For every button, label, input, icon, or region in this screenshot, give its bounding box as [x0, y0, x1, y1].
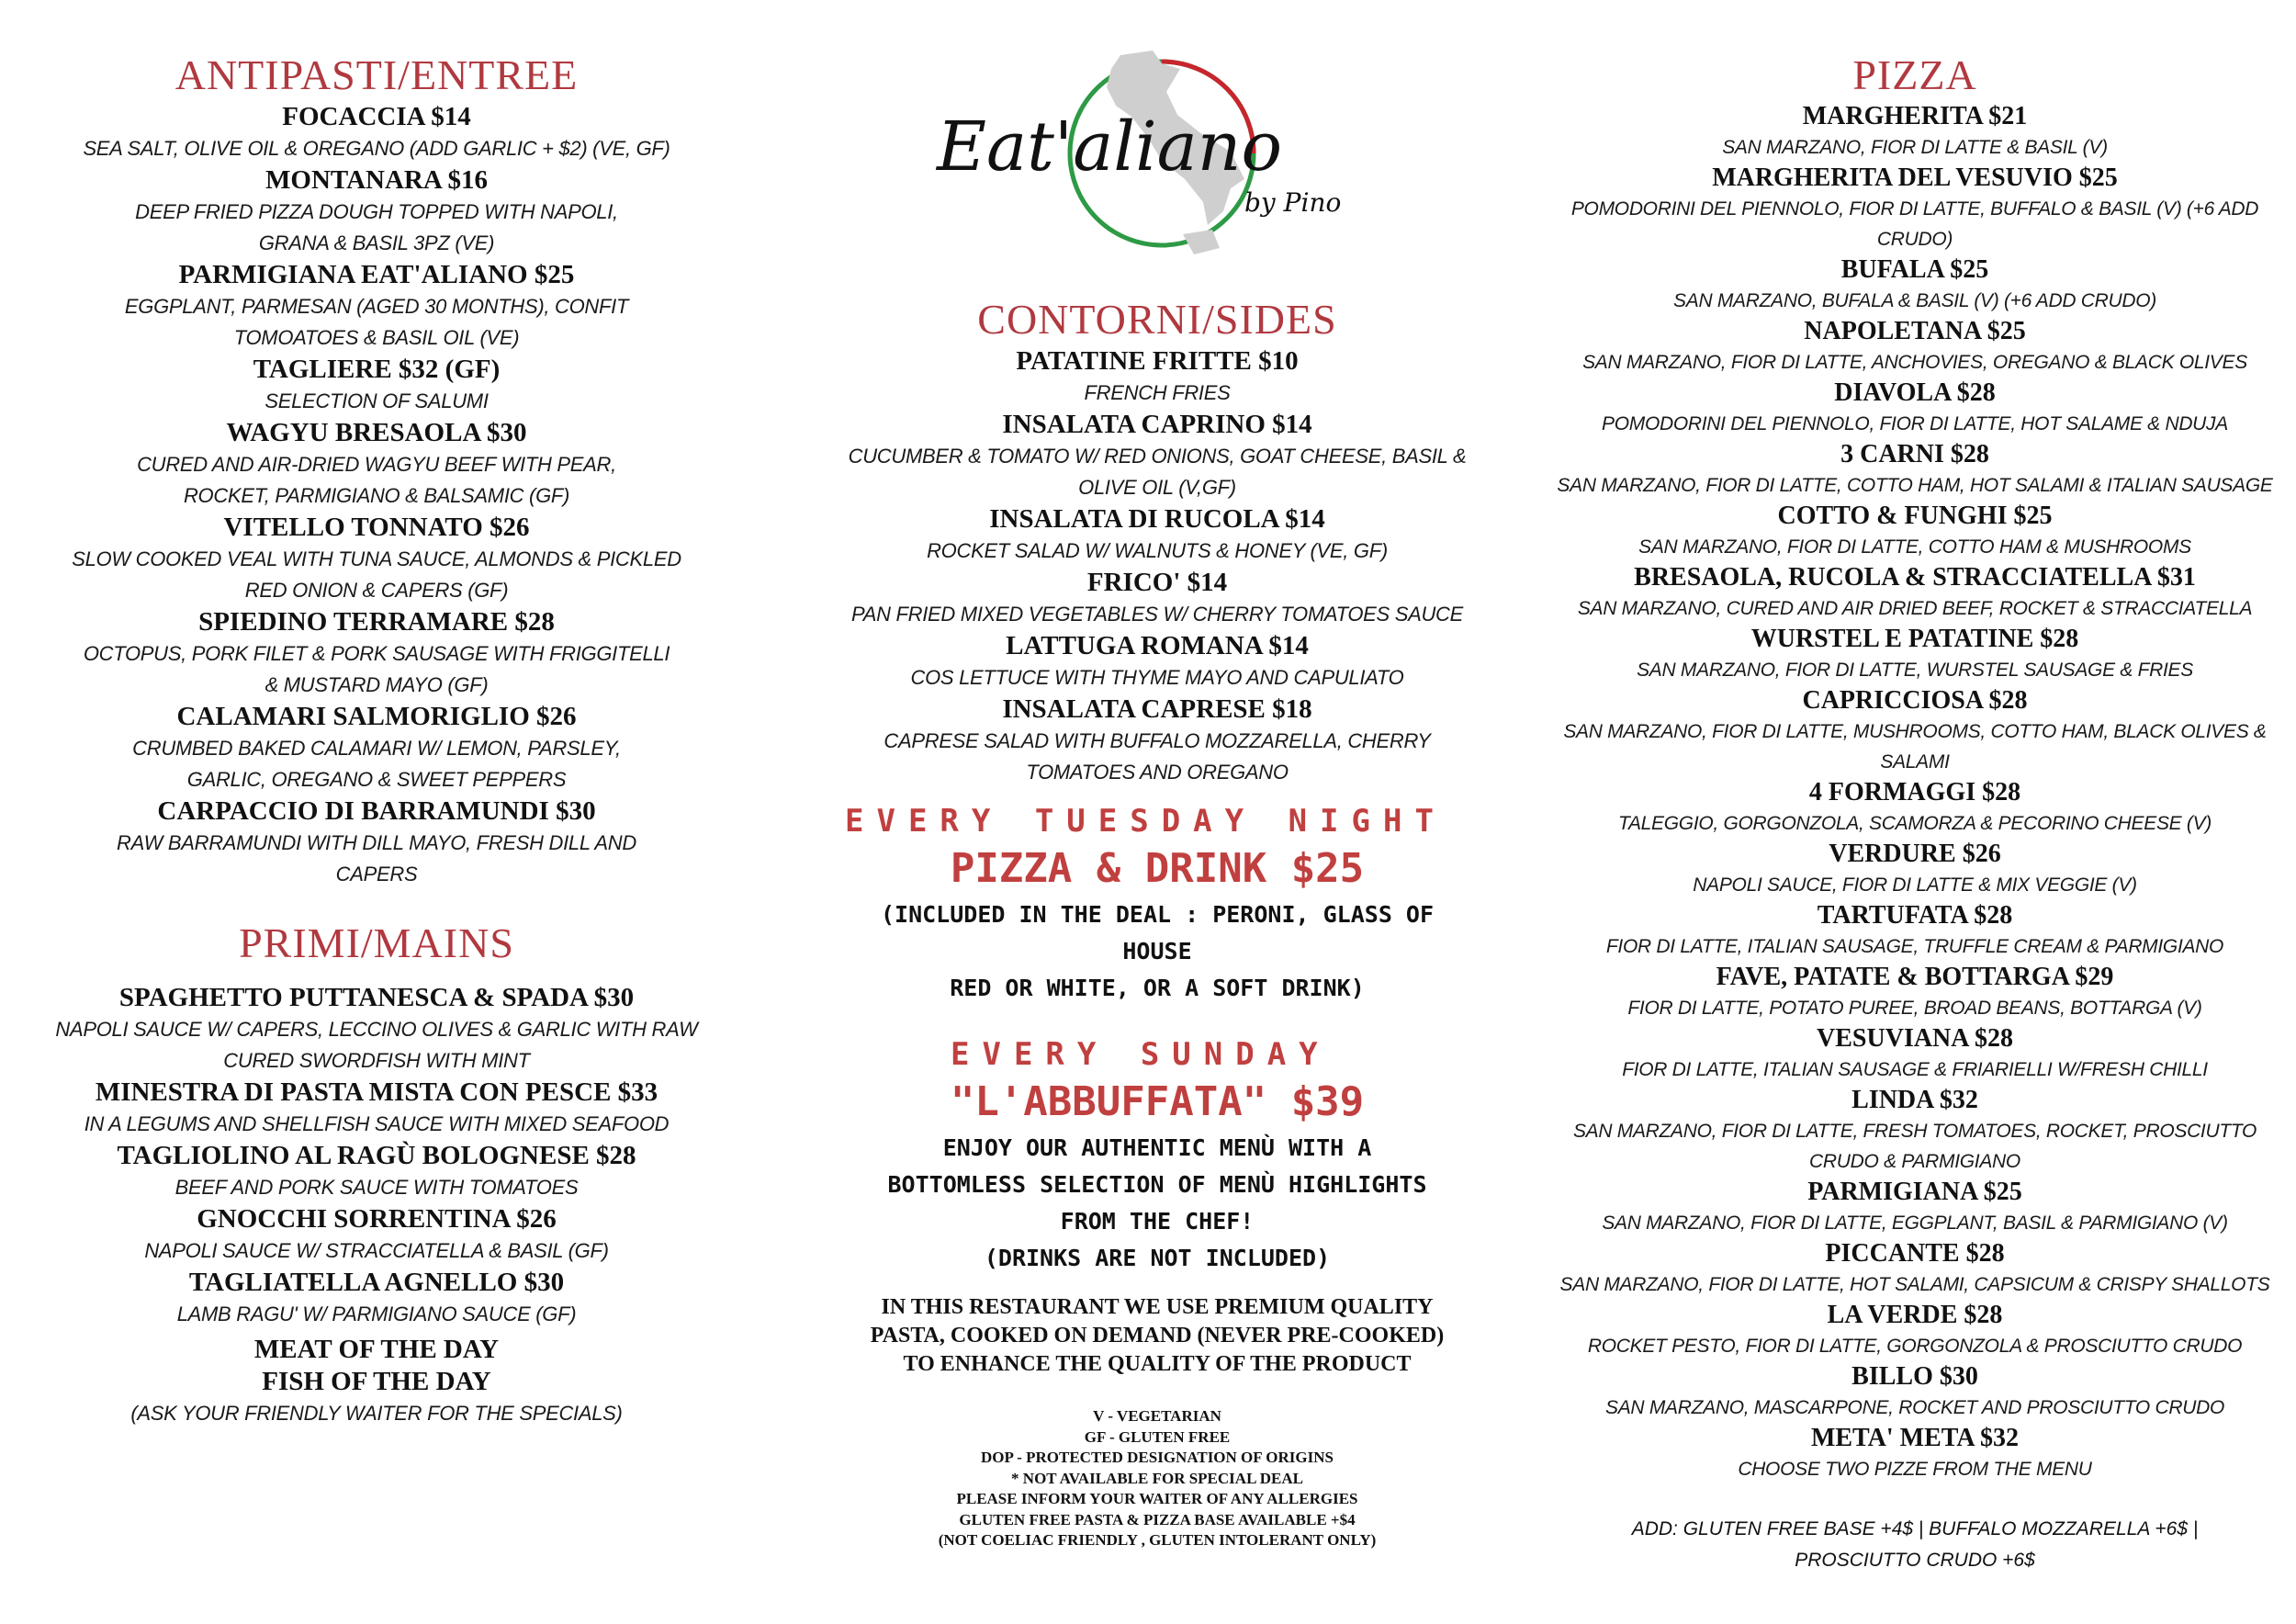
- contorni-item: [836, 409, 1479, 503]
- promo-tuesday-note-1: (INCLUDED IN THE DEAL : PERONI, GLASS OF: [880, 901, 1435, 928]
- antipasti-item-name: CALAMARI SALMORIGLIO $26: [176, 702, 577, 731]
- antipasti-title: ANTIPASTI/ENTREE: [174, 51, 579, 98]
- pizza-item-desc: SAN MARZANO, FIOR DI LATTE, COTTO HAM & MUSHROOMS: [1638, 536, 2191, 558]
- antipasti-item: [37, 417, 716, 512]
- contorni-item: [836, 345, 1479, 409]
- quality-notice: [836, 1293, 1479, 1379]
- pizza-item-desc: CRUDO): [1876, 229, 1953, 250]
- pizza-item-name: META' META $32: [1810, 1424, 2020, 1452]
- antipasti-item: [37, 259, 716, 354]
- primi-list: [37, 982, 716, 1330]
- contorni-item-name: INSALATA CAPRESE $18: [1002, 694, 1312, 724]
- pizza-item-name: BUFALA $25: [1840, 255, 1989, 284]
- legend-special-deal: * NOT AVAILABLE FOR SPECIAL DEAL: [1011, 1469, 1303, 1487]
- legend-vegetarian: V - VEGETARIAN: [1093, 1407, 1221, 1425]
- pizza-item-name: LINDA $32: [1851, 1086, 1978, 1114]
- promo-sunday-note-3: FROM THE CHEF!: [1060, 1208, 1255, 1235]
- pizza-item-desc: NAPOLI SAUCE, FIOR DI LATTE & MIX VEGGIE (V): [1693, 874, 2137, 896]
- pizza-item: [1543, 777, 2287, 839]
- contorni-item-name: INSALATA CAPRINO $14: [1002, 410, 1312, 439]
- pizza-item-name: VERDURE $26: [1829, 840, 2001, 868]
- contorni-item: [836, 630, 1479, 694]
- pizza-item-name: BILLO $30: [1851, 1362, 1978, 1391]
- primi-item-desc: LAMB RAGU' W/ PARMIGIANO SAUCE (GF): [176, 1303, 577, 1325]
- pizza-title: PIZZA: [1852, 51, 1977, 98]
- contorni-item-name: FRICO' $14: [1086, 568, 1228, 597]
- pizza-item-name: 4 FORMAGGI $28: [1808, 778, 2021, 806]
- antipasti-item-desc: RED ONION & CAPERS (GF): [244, 579, 509, 602]
- antipasti-item-desc: GRANA & BASIL 3PZ (VE): [258, 231, 495, 254]
- pizza-list: [1543, 101, 2287, 1484]
- pizza-addons: [1543, 1514, 2287, 1576]
- antipasti-item-name: FOCACCIA $14: [282, 102, 471, 131]
- antipasti-item-name: TAGLIERE $32 (GF): [253, 355, 501, 384]
- pizza-item: [1543, 624, 2287, 685]
- contorni-item-desc: ROCKET SALAD W/ WALNUTS & HONEY (VE, GF): [927, 539, 1388, 562]
- pizza-item-name: VESUVIANA $28: [1817, 1024, 2013, 1053]
- antipasti-item-desc: DEEP FRIED PIZZA DOUGH TOPPED WITH NAPOLI,: [135, 200, 618, 223]
- contorni-item-name: INSALATA DI RUCOLA $14: [989, 504, 1325, 534]
- primi-title: PRIMI/MAINS: [239, 919, 514, 966]
- antipasti-item-desc: CRUMBED BAKED CALAMARI W/ LEMON, PARSLEY,: [132, 737, 621, 760]
- pizza-item: [1543, 316, 2287, 378]
- antipasti-item-desc: SEA SALT, OLIVE OIL & OREGANO (ADD GARLIC + $2) (VE, GF): [83, 137, 670, 160]
- antipasti-item: [37, 101, 716, 164]
- primi-item-desc: IN A LEGUMS AND SHELLFISH SAUCE WITH MIXED SEAFOOD: [84, 1112, 670, 1135]
- primi-item: [37, 1140, 716, 1203]
- pizza-item-name: MARGHERITA $21: [1802, 102, 2028, 130]
- legend-gluten-free: GF - GLUTEN FREE: [1084, 1427, 1231, 1446]
- antipasti-item-name: CARPACCIO DI BARRAMUNDI $30: [157, 796, 596, 826]
- contorni-item-desc: PAN FRIED MIXED VEGETABLES W/ CHERRY TOMATOES SAUCE: [850, 603, 1463, 626]
- pizza-item-desc: FIOR DI LATTE, ITALIAN SAUSAGE & FRIARIELLI W/FRESH CHILLI: [1622, 1059, 2208, 1080]
- promo-sunday-price: "L'ABBUFFATA" $39: [950, 1078, 1365, 1125]
- brand-byline: by Pino: [1244, 187, 1342, 218]
- contorni-item-name: PATATINE FRITTE $10: [1016, 346, 1299, 376]
- pizza-item-name: TARTUFATA $28: [1817, 901, 2013, 930]
- contorni-item-desc: TOMATOES AND OREGANO: [1026, 761, 1289, 784]
- contorni-item: [836, 567, 1479, 630]
- pizza-item-name: PARMIGIANA $25: [1807, 1178, 2022, 1206]
- pizza-item: [1543, 254, 2287, 316]
- pizza-item: [1543, 378, 2287, 439]
- pizza-item: [1543, 1361, 2287, 1423]
- right-column: [1543, 0, 2287, 1576]
- primi-item-name: MINESTRA DI PASTA MISTA CON PESCE $33: [95, 1077, 658, 1107]
- legend-gf-base: GLUTEN FREE PASTA & PIZZA BASE AVAILABLE +$4: [959, 1510, 1356, 1528]
- brand-name: Eat'aliano: [937, 107, 1282, 186]
- pizza-item: [1543, 163, 2287, 254]
- pizza-item-desc: TALEGGIO, GORGONZOLA, SCAMORZA & PECORINO CHEESE (V): [1618, 813, 2212, 834]
- pizza-item-desc: SALAMI: [1880, 751, 1950, 773]
- promo-sunday-note-1: ENJOY OUR AUTHENTIC MENÙ WITH A: [942, 1134, 1372, 1161]
- pizza-item-desc: SAN MARZANO, FIOR DI LATTE, COTTO HAM, HOT SALAMI & ITALIAN SAUSAGE: [1557, 475, 2273, 496]
- primi-item-name: SPAGHETTO PUTTANESCA & SPADA $30: [118, 983, 635, 1012]
- antipasti-item-name: VITELLO TONNATO $26: [223, 513, 530, 542]
- primi-item-desc: NAPOLI SAUCE W/ STRACCIATELLA & BASIL (GF): [144, 1239, 609, 1262]
- antipasti-item-desc: EGGPLANT, PARMESAN (AGED 30 MONTHS), CONFIT: [124, 295, 629, 318]
- pizza-addons-line-2: PROSCIUTTO CRUDO +6$: [1795, 1550, 2035, 1571]
- contorni-list: [836, 345, 1479, 788]
- antipasti-item-name: WAGYU BRESAOLA $30: [226, 418, 527, 447]
- pizza-item-name: FAVE, PATATE & BOTTARGA $29: [1716, 963, 2114, 991]
- promo-sunday-head: EVERY SUNDAY: [951, 1036, 1331, 1073]
- antipasti-item-desc: ROCKET, PARMIGIANO & BALSAMIC (GF): [183, 484, 570, 507]
- legend-dop: DOP - PROTECTED DESIGNATION OF ORIGINS: [981, 1449, 1334, 1466]
- primi-item-name: TAGLIOLINO AL RAGÙ BOLOGNESE $28: [117, 1141, 636, 1170]
- pizza-item: [1543, 1023, 2287, 1085]
- pizza-item-desc: ROCKET PESTO, FIOR DI LATTE, GORGONZOLA & PROSCIUTTO CRUDO: [1587, 1336, 2243, 1357]
- antipasti-item-desc: GARLIC, OREGANO & SWEET PEPPERS: [186, 768, 567, 791]
- pizza-item-desc: SAN MARZANO, CURED AND AIR DRIED BEEF, ROCKET & STRACCIATELLA: [1577, 598, 2253, 619]
- primi-item-desc: CURED SWORDFISH WITH MINT: [223, 1049, 530, 1072]
- promo-tuesday-note-3: RED OR WHITE, OR A SOFT DRINK): [950, 975, 1365, 1001]
- pizza-item-desc: SAN MARZANO, FIOR DI LATTE, HOT SALAMI, CAPSICUM & CRISPY SHALLOTS: [1559, 1274, 2270, 1295]
- legend-coeliac: (NOT COELIAC FRIENDLY , GLUTEN INTOLERANT ONLY): [938, 1531, 1377, 1549]
- pizza-item-desc: FIOR DI LATTE, POTATO PUREE, BROAD BEANS, BOTTARGA (V): [1627, 998, 2202, 1019]
- pizza-item: [1543, 501, 2287, 562]
- pizza-item: [1543, 1423, 2287, 1484]
- antipasti-item: [37, 354, 716, 417]
- fish-of-the-day: FISH OF THE DAY: [262, 1367, 491, 1396]
- quality-notice-line-3: TO ENHANCE THE QUALITY OF THE PRODUCT: [903, 1352, 1412, 1376]
- antipasti-item-desc: TOMOATOES & BASIL OIL (VE): [233, 326, 520, 349]
- promo-sunday: [836, 1034, 1479, 1277]
- antipasti-item-name: PARMIGIANA EAT'ALIANO $25: [178, 260, 575, 289]
- pizza-item-name: MARGHERITA DEL VESUVIO $25: [1712, 164, 2118, 192]
- pizza-item-name: BRESAOLA, RUCOLA & STRACCIATELLA $31: [1634, 563, 2196, 592]
- pizza-item: [1543, 562, 2287, 624]
- middle-column: [836, 0, 1479, 1551]
- antipasti-item-name: SPIEDINO TERRAMARE $28: [198, 607, 555, 637]
- antipasti-item: [37, 164, 716, 259]
- pizza-addons-line-1: ADD: GLUTEN FREE BASE +4$ | BUFFALO MOZZARELLA +6$ |: [1631, 1518, 2199, 1539]
- pizza-item-desc: FIOR DI LATTE, ITALIAN SAUSAGE, TRUFFLE CREAM & PARMIGIANO: [1605, 936, 2224, 957]
- pizza-item-name: WURSTEL E PATATINE $28: [1750, 625, 2079, 653]
- antipasti-item: [37, 606, 716, 701]
- contorni-item-desc: COS LETTUCE WITH THYME MAYO AND CAPULIATO: [910, 666, 1404, 689]
- promo-tuesday-note-2: HOUSE: [1122, 938, 1192, 964]
- antipasti-item: [37, 701, 716, 795]
- pizza-item-name: DIAVOLA $28: [1834, 378, 1996, 407]
- quality-notice-line-2: PASTA, COOKED ON DEMAND (NEVER PRE-COOKED): [870, 1324, 1445, 1348]
- contorni-item: [836, 694, 1479, 788]
- promo-tuesday-price: PIZZA & DRINK $25: [950, 845, 1365, 892]
- pizza-item: [1543, 900, 2287, 962]
- antipasti-item-desc: RAW BARRAMUNDI WITH DILL MAYO, FRESH DILL AND: [117, 831, 636, 854]
- left-column: [37, 0, 716, 1429]
- pizza-item-desc: SAN MARZANO, FIOR DI LATTE, WURSTEL SAUSAGE & FRIES: [1637, 660, 2193, 681]
- legend-allergies: PLEASE INFORM YOUR WAITER OF ANY ALLERGIES: [956, 1490, 1358, 1507]
- antipasti-item-desc: SELECTION OF SALUMI: [264, 389, 489, 412]
- pizza-item: [1543, 1085, 2287, 1177]
- pizza-item-name: NAPOLETANA $25: [1804, 317, 2026, 345]
- quality-notice-line-1: IN THIS RESTAURANT WE USE PREMIUM QUALITY: [881, 1295, 1434, 1319]
- antipasti-item: [37, 795, 716, 890]
- contorni-title: CONTORNI/SIDES: [977, 296, 1337, 343]
- legend: [836, 1406, 1479, 1551]
- primi-item: [37, 1077, 716, 1140]
- pizza-item-desc: CRUDO & PARMIGIANO: [1809, 1151, 2020, 1172]
- pizza-item: [1543, 1300, 2287, 1361]
- pizza-item-desc: SAN MARZANO, FIOR DI LATTE, FRESH TOMATOES, ROCKET, PROSCIUTTO: [1572, 1121, 2257, 1142]
- pizza-item-desc: CHOOSE TWO PIZZE FROM THE MENU: [1738, 1459, 2092, 1480]
- primi-item: [37, 1203, 716, 1267]
- promo-sunday-note-2: BOTTOMLESS SELECTION OF MENÙ HIGHLIGHTS: [887, 1171, 1427, 1198]
- antipasti-item-desc: CAPERS: [335, 863, 418, 885]
- pizza-item-name: PICCANTE $28: [1825, 1239, 2005, 1268]
- antipasti-list: [37, 101, 716, 890]
- primi-item-desc: BEEF AND PORK SAUCE WITH TOMATOES: [174, 1176, 579, 1199]
- pizza-item: [1543, 439, 2287, 501]
- pizza-item: [1543, 1238, 2287, 1300]
- antipasti-item: [37, 512, 716, 606]
- specials-note: (ASK YOUR FRIENDLY WAITER FOR THE SPECIALS): [130, 1402, 623, 1425]
- pizza-item-desc: SAN MARZANO, FIOR DI LATTE, MUSHROOMS, COTTO HAM, BLACK OLIVES &: [1563, 721, 2267, 742]
- primi-item: [37, 982, 716, 1077]
- contorni-item-desc: CAPRESE SALAD WITH BUFFALO MOZZARELLA, CHERRY: [884, 729, 1431, 752]
- contorni-item-desc: OLIVE OIL (V,GF): [1078, 476, 1236, 499]
- contorni-item-desc: FRENCH FRIES: [1084, 381, 1231, 404]
- antipasti-item-name: MONTANARA $16: [265, 165, 488, 195]
- pizza-item-name: COTTO & FUNGHI $25: [1777, 502, 2053, 530]
- pizza-item-desc: SAN MARZANO, MASCARPONE, ROCKET AND PROSCIUTTO CRUDO: [1605, 1397, 2224, 1418]
- pizza-item-desc: POMODORINI DEL PIENNOLO, FIOR DI LATTE, BUFFALO & BASIL (V) (+6 ADD: [1570, 198, 2259, 220]
- antipasti-item-desc: OCTOPUS, PORK FILET & PORK SAUSAGE WITH FRIGGITELLI: [83, 642, 670, 665]
- promo-tuesday: [836, 801, 1479, 1007]
- pizza-item: [1543, 839, 2287, 900]
- meat-of-the-day: MEAT OF THE DAY: [253, 1335, 500, 1364]
- primi-item-name: TAGLIATELLA AGNELLO $30: [188, 1268, 565, 1297]
- primi-item-desc: NAPOLI SAUCE W/ CAPERS, LECCINO OLIVES & GARLIC WITH RAW: [55, 1018, 698, 1041]
- pizza-item-desc: SAN MARZANO, FIOR DI LATTE & BASIL (V): [1722, 137, 2108, 158]
- antipasti-item-desc: SLOW COOKED VEAL WITH TUNA SAUCE, ALMONDS & PICKLED: [72, 547, 681, 570]
- pizza-item-desc: SAN MARZANO, BUFALA & BASIL (V) (+6 ADD CRUDO): [1673, 290, 2156, 311]
- antipasti-item-desc: & MUSTARD MAYO (GF): [264, 673, 489, 696]
- antipasti-item-desc: CURED AND AIR-DRIED WAGYU BEEF WITH PEAR,: [137, 453, 616, 476]
- pizza-item-name: 3 CARNI $28: [1840, 440, 1989, 468]
- contorni-item-desc: CUCUMBER & TOMATO W/ RED ONIONS, GOAT CHEESE, BASIL &: [848, 445, 1467, 468]
- pizza-item-desc: POMODORINI DEL PIENNOLO, FIOR DI LATTE, HOT SALAME & NDUJA: [1602, 413, 2228, 434]
- pizza-item-desc: SAN MARZANO, FIOR DI LATTE, EGGPLANT, BASIL & PARMIGIANO (V): [1602, 1212, 2228, 1234]
- pizza-item: [1543, 962, 2287, 1023]
- promo-tuesday-head: EVERY TUESDAY NIGHT: [845, 803, 1446, 840]
- primi-item: [37, 1267, 716, 1330]
- primi-item-name: GNOCCHI SORRENTINA $26: [197, 1204, 557, 1234]
- contorni-item: [836, 503, 1479, 567]
- promo-sunday-note-4: (DRINKS ARE NOT INCLUDED): [984, 1245, 1331, 1271]
- pizza-item-name: LA VERDE $28: [1827, 1301, 2003, 1329]
- pizza-item-desc: SAN MARZANO, FIOR DI LATTE, ANCHOVIES, OREGANO & BLACK OLIVES: [1582, 352, 2247, 373]
- pizza-item: [1543, 1177, 2287, 1238]
- pizza-item-name: CAPRICCIOSA $28: [1802, 686, 2028, 715]
- pizza-item: [1543, 685, 2287, 777]
- contorni-item-name: LATTUGA ROMANA $14: [1006, 631, 1309, 660]
- pizza-item: [1543, 101, 2287, 163]
